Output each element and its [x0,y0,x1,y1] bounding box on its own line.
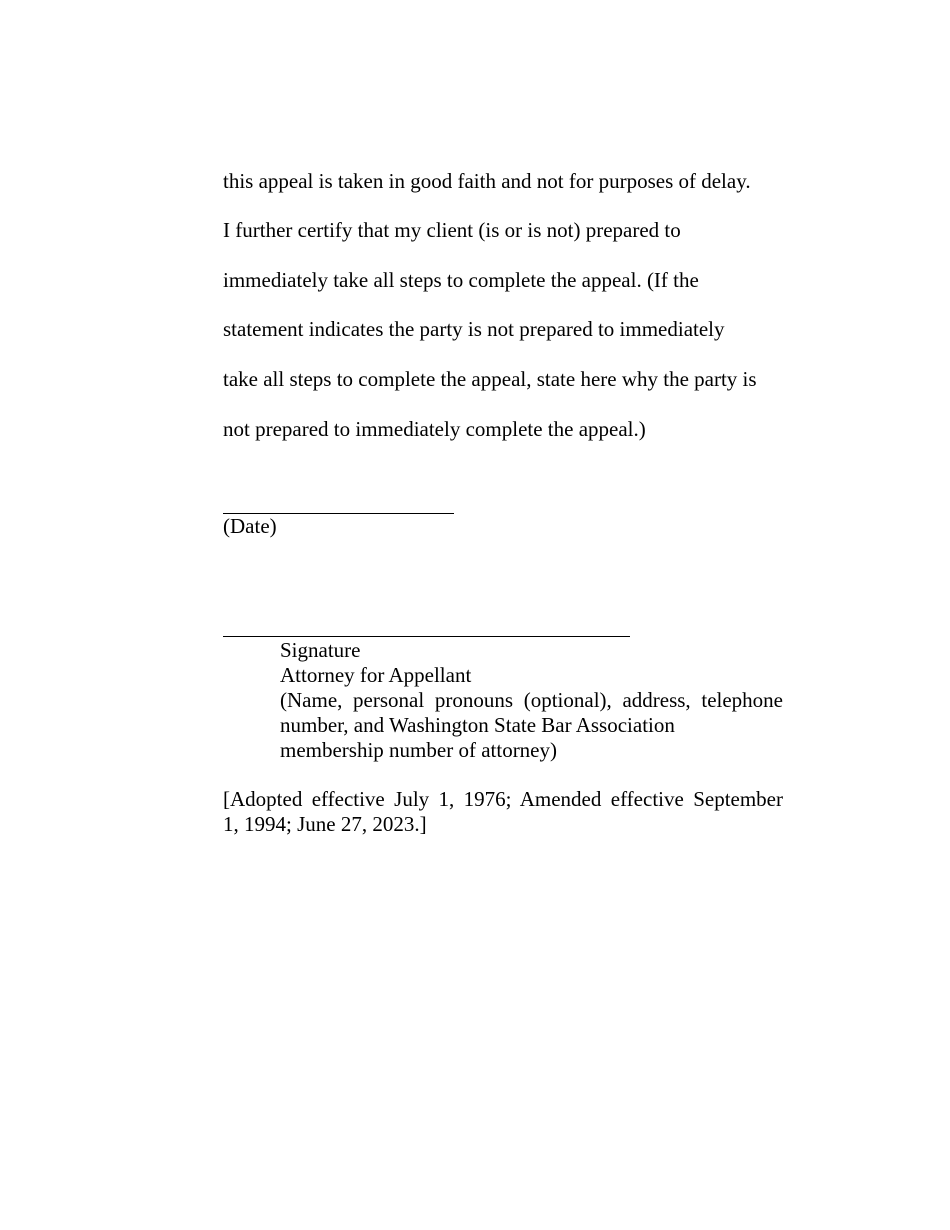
attorney-role: Attorney for Appellant [280,663,472,687]
history-note [223,787,783,837]
history-line-1: [Adopted effective July 1, 1976; Amended effective September [223,787,783,811]
attorney-details-line-2: number, and Washington State Bar Association [280,713,675,737]
attorney-details-line-3: membership number of attorney) [280,738,557,762]
para2-line-5: not prepared to immediately complete the appeal.) [223,417,646,441]
signature-block [280,638,783,763]
date-label: (Date) [223,514,277,538]
body-line-1: this appeal is taken in good faith and not for purposes of delay. [223,169,751,193]
history-line-2: 1, 1994; June 27, 2023.] [223,812,427,836]
attorney-details-line-1: (Name, personal pronouns (optional), address, telephone [280,688,783,712]
para2-line-2: immediately take all steps to complete the appeal. (If the [223,268,699,292]
para2-line-3: statement indicates the party is not prepared to immediately [223,317,725,341]
signature-label: Signature [280,638,361,662]
para2-line-4: take all steps to complete the appeal, state here why the party is [223,367,757,391]
para2-line-1: I further certify that my client (is or is not) prepared to [223,218,681,242]
signature-rule [223,636,630,637]
